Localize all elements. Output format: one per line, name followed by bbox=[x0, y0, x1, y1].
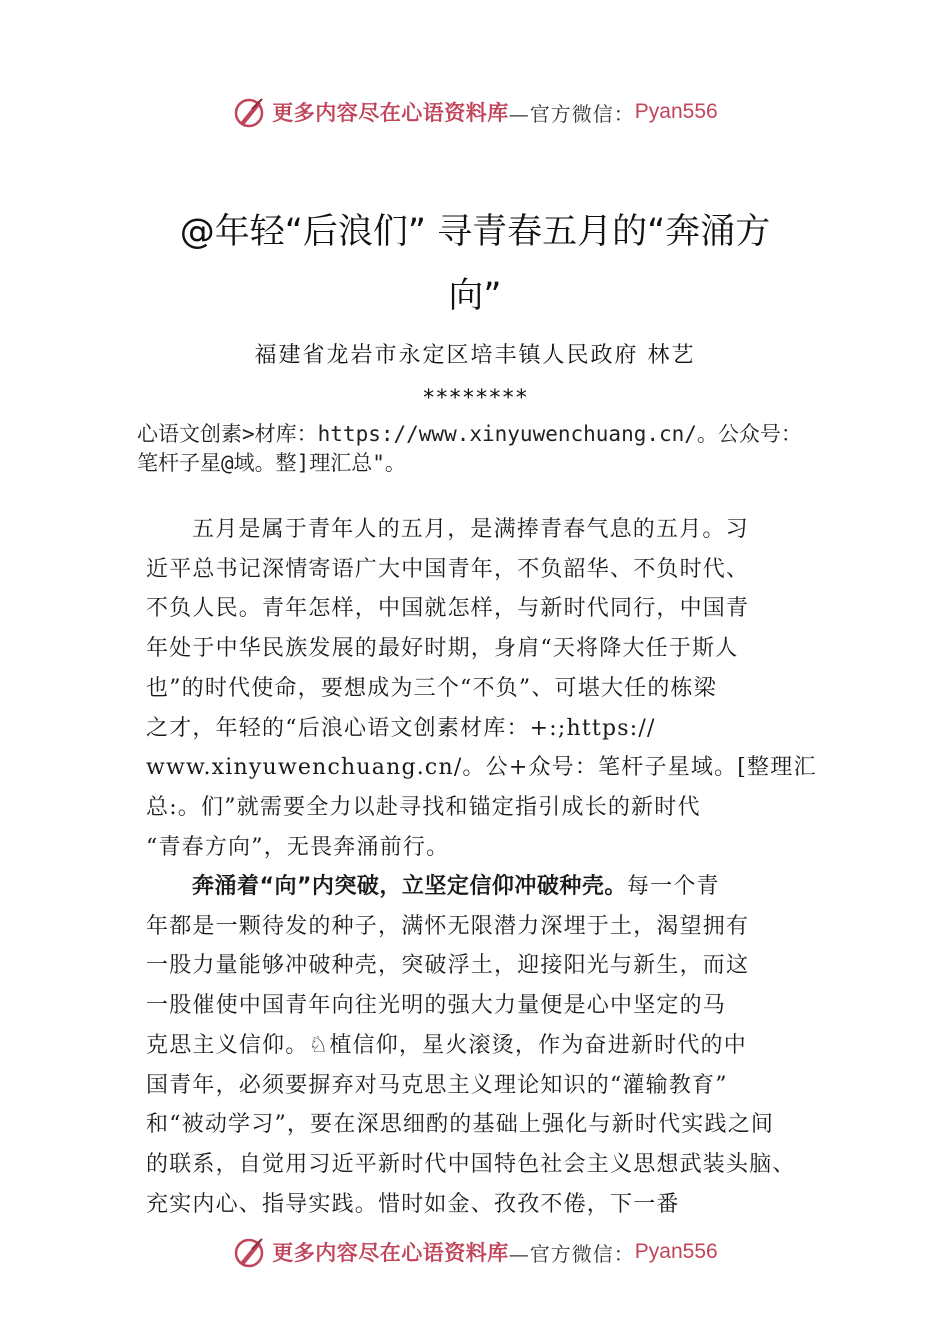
paragraph-line: 一股催使中国青年向往光明的强大力量便是心中坚定的马 bbox=[146, 993, 727, 1019]
paragraph-line: 五月是属于青年人的五月，是满捧青春气息的五月。习 bbox=[192, 517, 749, 542]
paragraph-line: 年都是一颗待发的种子，满怀无限潜力深埋于土，渴望拥有 bbox=[146, 913, 750, 939]
banner-brand-text: 更多内容尽在心语资料库 bbox=[272, 1240, 509, 1265]
header-watermark-banner bbox=[0, 92, 950, 132]
banner-wechat-id: Pyan556 bbox=[634, 1240, 718, 1263]
source-note-line-1: 心语文创素>材库：https://www.xinyuwenchuang.cn/。公众号： bbox=[137, 422, 802, 446]
paragraph-line: “青春方向”，无畏奔涌前行。 bbox=[146, 834, 450, 860]
paragraph-line: 之才，年轻的“后浪心语文创素材库：+:;https:// bbox=[146, 715, 656, 741]
source-note-line-2: 笔杆子星@域。整]理汇总"。 bbox=[137, 451, 406, 475]
paragraph-1 bbox=[146, 510, 816, 867]
paragraph-line: 充实内心、指导实践。惜时如金、孜孜不倦，下一番 bbox=[146, 1191, 680, 1217]
document-title bbox=[140, 200, 810, 328]
paragraph-line: 总:。们”就需要全力以赴寻找和锚定指引成长的新时代 bbox=[146, 794, 701, 820]
paragraph-line: 不负人民。青年怎样，中国就怎样，与新时代同行，中国青 bbox=[146, 596, 750, 622]
separator-stars: ******** bbox=[422, 386, 528, 411]
paragraph-line: 近平总书记深情寄语广大中国青年，不负韶华、不负时代、 bbox=[146, 556, 750, 582]
author-byline: 福建省龙岩市永定区培丰镇人民政府 林艺 bbox=[254, 343, 696, 368]
banner-wechat-label: —官方微信： bbox=[508, 101, 635, 126]
paragraph-line: 和“被动学习”，要在深思细酌的基础上强化与新时代实践之间 bbox=[146, 1112, 775, 1138]
source-note bbox=[137, 420, 867, 478]
banner-brand-text: 更多内容尽在心语资料库 bbox=[272, 100, 509, 125]
quill-pen-logo-icon bbox=[232, 95, 266, 129]
quill-pen-logo-icon bbox=[232, 1235, 266, 1269]
paragraph-line: 一股力量能够冲破种壳，突破浮土，迎接阳光与新生，而这 bbox=[146, 953, 750, 979]
title-line-2: 向” bbox=[448, 276, 502, 316]
paragraph-line: www.xinyuwenchuang.cn/。公+众号：笔杆子星域。[整理汇 bbox=[146, 755, 817, 781]
paragraph-line: 奔涌着“向”内突破，立坚定信仰冲破种壳。每一个青 bbox=[192, 874, 720, 899]
banner-wechat-id: Pyan556 bbox=[634, 100, 718, 123]
title-line-1: @年轻“后浪们” 寻青春五月的“奔涌方 bbox=[179, 212, 771, 252]
paragraph-line: 也”的时代使命，要想成为三个“不负”、可堪大任的栋梁 bbox=[146, 675, 717, 701]
banner-wechat-label: —官方微信： bbox=[508, 1241, 635, 1266]
footer-watermark-banner bbox=[0, 1232, 950, 1272]
paragraph-heading: 奔涌着“向”内突破，立坚定信仰冲破种壳。 bbox=[192, 874, 627, 899]
paragraph-line: 年处于中华民族发展的最好时期，身肩“天将降大任于斯人 bbox=[146, 636, 739, 662]
paragraph-line: 的联系，自觉用习近平新时代中国特色社会主义思想武装头脑、 bbox=[146, 1151, 796, 1177]
paragraph-line: 克思主义信仰。♘植信仰，星火滚烫，作为奋进新时代的中 bbox=[146, 1032, 747, 1058]
paragraph-line: 国青年，必须要摒弃对马克思主义理论知识的“灌输教育” bbox=[146, 1072, 728, 1098]
paragraph-2 bbox=[146, 867, 816, 1224]
